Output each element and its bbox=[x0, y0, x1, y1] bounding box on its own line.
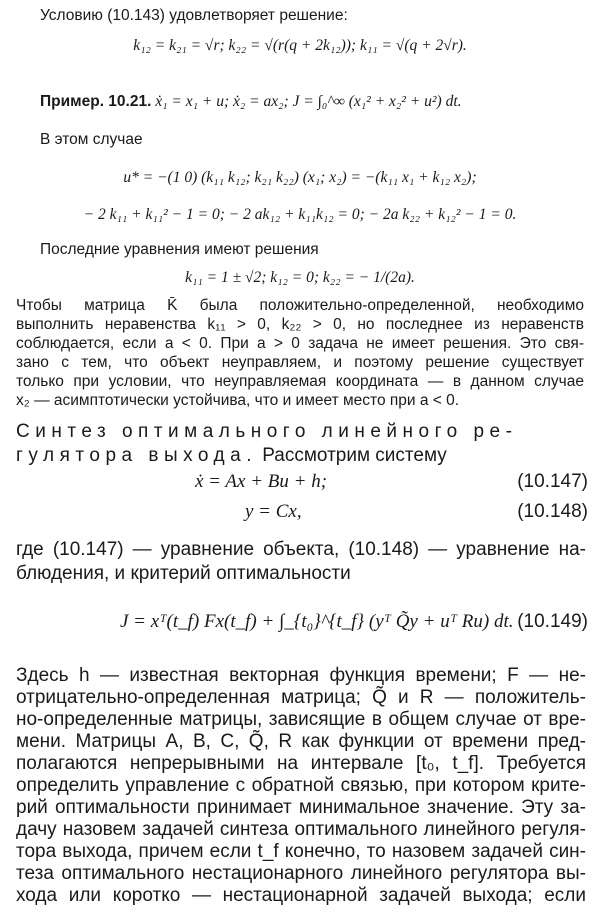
text-line-in-this-case: В этом случае bbox=[40, 131, 143, 148]
paragraph-big-line-6: определить управление с обратной связью, при котором крите- bbox=[16, 775, 586, 796]
paragraph-small-line-5: только при условии, что неуправляемая координата — в данном случае bbox=[16, 373, 584, 390]
paragraph-small-line-4: зано с тем, что объект неуправляем, и поэтому решение существует bbox=[16, 354, 584, 371]
text-line-where-2: блюдения, и критерий оптимальности bbox=[16, 563, 351, 584]
text-line-condition: Условию (10.143) удовлетворяет решение: bbox=[40, 7, 348, 24]
paragraph-big-line-2: отрицательно-определенная матрица; Q̃ и R — положитель- bbox=[16, 687, 586, 708]
section-heading-rest: Рассмотрим систему bbox=[262, 445, 447, 466]
equation-k-solution: k₁₂ = k₂₁ = √r; k₂₂ = √(r(q + 2k₁₂)); k₁₁ = √(q + 2√r). bbox=[133, 37, 467, 54]
paragraph-big-line-10: теза оптимального нестационарного линейного регулятора вы- bbox=[16, 863, 586, 884]
example-line bbox=[40, 92, 462, 112]
equation-10-147: ẋ = Ax + Bu + h; bbox=[195, 471, 328, 492]
paragraph-big-line-3: но-определенные матрицы, зависящие в общем случае от вре- bbox=[16, 709, 586, 730]
example-equation: ẋ₁ = x₁ + u; ẋ₂ = ax₂; J = ∫₀^∞ (x₁² + x₂² + u²) dt. bbox=[155, 93, 462, 110]
paragraph-big-line-7: рий оптимальности принимает минимальное значение. Эту за- bbox=[16, 797, 586, 818]
section-heading-line-1: Синтез оптимального линейного ре- bbox=[16, 421, 518, 442]
paragraph-small-line-2: выполнить неравенства k₁₁ > 0, k₂₂ > 0, но последнее из неравенств bbox=[16, 316, 584, 333]
paragraph-big-line-1: Здесь h — известная векторная функция времени; F — не- bbox=[16, 665, 586, 686]
equation-10-148: y = Cx, bbox=[245, 501, 302, 522]
example-label: Пример. 10.21. bbox=[40, 93, 152, 110]
equation-number-10-147: (10.147) bbox=[517, 471, 588, 492]
paragraph-big-line-5: полагаются непрерывными на интервале [t₀, t_f]. Требуется bbox=[16, 753, 586, 774]
paragraph-small-line-3: соблюдается, если a < 0. При a > 0 задача не имеет решения. Это свя- bbox=[16, 335, 584, 352]
equation-10-149: J = xᵀ(t_f) Fx(t_f) + ∫_{t₀}^{t_f} (yᵀ Q̃y + uᵀ Ru) dt. bbox=[120, 611, 514, 632]
section-heading-line-2 bbox=[16, 444, 447, 468]
text-line-last-equations: Последние уравнения имеют решения bbox=[40, 241, 319, 258]
paragraph-big-line-8: дачу назовем задачей синтеза оптимального линейного регуля- bbox=[16, 819, 586, 840]
equation-number-10-149: (10.149) bbox=[517, 611, 588, 632]
paragraph-big-line-9: тора выхода, причем если t_f конечно, то назовем задачей син- bbox=[16, 841, 586, 862]
paragraph-small-line-1: Чтобы матрица K̄ была положительно-определенной, необходимо bbox=[16, 297, 584, 314]
text-line-where-1: где (10.147) — уравнение объекта, (10.148) — уравнение на- bbox=[16, 539, 586, 560]
equation-riccati-system: − 2 k₁₁ + k₁₁² − 1 = 0; − 2 ak₁₂ + k₁₁k₁₂ = 0; − 2a k₂₂ + k₁₂² − 1 = 0. bbox=[83, 206, 517, 223]
paragraph-big-line-4: мени. Матрицы A, B, C, Q̃, R как функции от времени пред- bbox=[16, 731, 586, 752]
paragraph-small-line-6: x₂ — асимптотически устойчива, что и имеет место при a < 0. bbox=[16, 392, 460, 409]
equation-u-star: u* = −(1 0) (k₁₁ k₁₂; k₂₁ k₂₂) (x₁; x₂) = −(k₁₁ x₁ + k₁₂ x₂); bbox=[123, 169, 477, 186]
section-heading-spaced: гулятора выхода. bbox=[16, 445, 257, 466]
equation-k-values: k₁₁ = 1 ± √2; k₁₂ = 0; k₂₂ = − 1/(2a). bbox=[185, 269, 415, 286]
paragraph-big-line-11: хода или коротко — нестационарной задачей выхода; если bbox=[16, 885, 586, 906]
equation-number-10-148: (10.148) bbox=[517, 501, 588, 522]
